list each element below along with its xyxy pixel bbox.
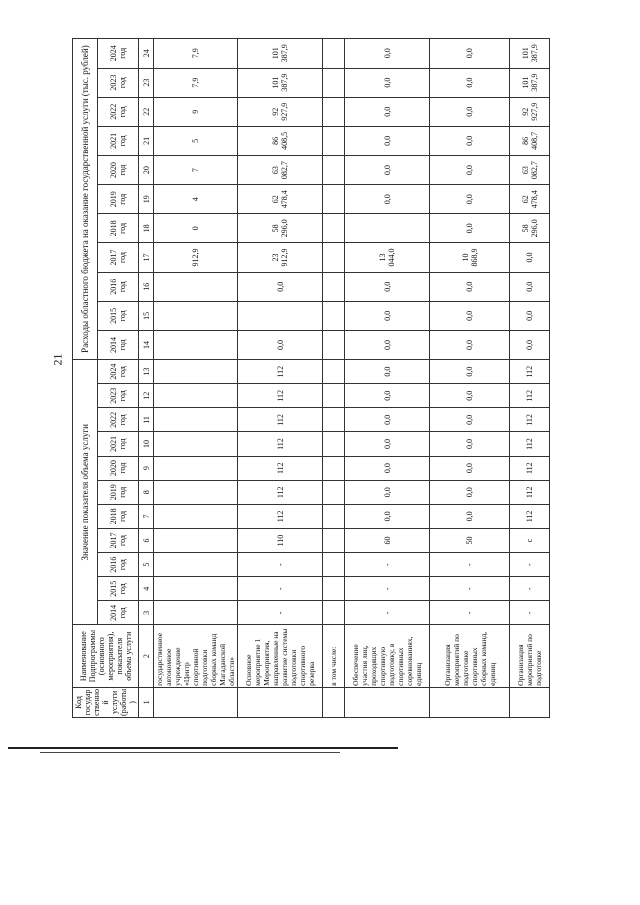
volume-year-header: 2018 год	[98, 504, 139, 528]
cell-volume: 112	[510, 408, 550, 432]
volume-year-header: 2015 год	[98, 577, 139, 601]
cell-expense: 10 868,9	[430, 243, 510, 272]
cell-expense: 13 044,0	[345, 243, 430, 272]
cell-name: Организация мероприятий по подготовке	[510, 625, 550, 687]
cell-expense	[323, 39, 345, 69]
cell-expense: 92 927,9	[510, 97, 550, 126]
cell-expense: 58 296,0	[238, 214, 323, 243]
expense-year-header: 2017 год	[98, 243, 139, 272]
table-row	[510, 39, 550, 718]
column-number: 22	[139, 97, 154, 126]
column-number: 3	[139, 601, 154, 625]
column-number: 7	[139, 504, 154, 528]
cell-expense: 0,0	[430, 330, 510, 359]
cell-code	[430, 687, 510, 717]
table-row	[345, 39, 430, 718]
cell-volume: 112	[510, 360, 550, 384]
cell-expense: 5	[154, 126, 238, 155]
cell-volume: -	[510, 553, 550, 577]
cell-volume	[323, 456, 345, 480]
cell-expense: 0,0	[430, 97, 510, 126]
column-number: 18	[139, 214, 154, 243]
volume-year-header: 2017 год	[98, 528, 139, 552]
cell-expense: 92 927,9	[238, 97, 323, 126]
cell-expense	[323, 97, 345, 126]
cell-expense: 0,0	[430, 68, 510, 97]
volume-year-header: 2022 год	[98, 408, 139, 432]
cell-volume	[323, 601, 345, 625]
cell-volume: 0,0	[345, 408, 430, 432]
cell-volume: 0,0	[430, 504, 510, 528]
cell-volume: 0,0	[430, 480, 510, 504]
cell-volume: 112	[510, 504, 550, 528]
column-number: 1	[139, 687, 154, 717]
cell-expense: 101 387,9	[238, 39, 323, 69]
cell-expense: 101 387,9	[510, 68, 550, 97]
cell-expense	[323, 68, 345, 97]
column-number: 19	[139, 185, 154, 214]
cell-volume: 112	[510, 480, 550, 504]
table-body	[154, 39, 550, 718]
cell-expense: 0,0	[345, 185, 430, 214]
cell-volume: 60	[345, 528, 430, 552]
cell-volume: 0,0	[430, 360, 510, 384]
cell-volume	[323, 408, 345, 432]
cell-name: в том числе:	[323, 625, 345, 687]
cell-volume: 112	[238, 384, 323, 408]
expense-year-header: 2015 год	[98, 301, 139, 330]
column-number: 13	[139, 360, 154, 384]
table-row	[323, 39, 345, 718]
cell-expense	[238, 301, 323, 330]
cell-expense	[323, 126, 345, 155]
column-number: 14	[139, 330, 154, 359]
services-table	[72, 38, 550, 718]
cell-code	[345, 687, 430, 717]
cell-expense: 0,0	[345, 126, 430, 155]
cell-volume	[323, 480, 345, 504]
cell-volume: -	[510, 577, 550, 601]
volume-year-header: 2019 год	[98, 480, 139, 504]
cell-volume: 0,0	[430, 456, 510, 480]
cell-expense: 0,0	[345, 68, 430, 97]
column-number: 6	[139, 528, 154, 552]
cell-expense	[323, 185, 345, 214]
cell-expense: 0,0	[238, 330, 323, 359]
cell-volume: 50	[430, 528, 510, 552]
cell-expense: 0,0	[345, 97, 430, 126]
cell-volume: 112	[510, 432, 550, 456]
column-number: 17	[139, 243, 154, 272]
cell-volume	[323, 504, 345, 528]
cell-expense	[323, 156, 345, 185]
cell-volume	[154, 601, 238, 625]
cell-expense	[154, 330, 238, 359]
column-number: 4	[139, 577, 154, 601]
volume-year-header: 2023 год	[98, 384, 139, 408]
column-number: 10	[139, 432, 154, 456]
column-number-row	[139, 39, 154, 718]
cell-volume	[154, 456, 238, 480]
cell-expense: 0,0	[430, 39, 510, 69]
volume-year-header: 2021 год	[98, 432, 139, 456]
header-name: Наименование Подпрограммы (основного мероприятия), показателя объема услуги	[73, 625, 139, 687]
cell-expense: 0,0	[345, 39, 430, 69]
cell-volume: 0,0	[345, 456, 430, 480]
cell-expense: 62 478,4	[238, 185, 323, 214]
column-number: 2	[139, 625, 154, 687]
cell-volume: 0,0	[345, 480, 430, 504]
cell-expense: 0	[154, 214, 238, 243]
cell-expense: 912,9	[154, 243, 238, 272]
header-code: Код государственной услуги (работы)	[74, 688, 137, 716]
cell-volume	[154, 384, 238, 408]
cell-volume: 0,0	[345, 504, 430, 528]
cell-volume: 112	[510, 384, 550, 408]
cell-expense: 7,9	[154, 68, 238, 97]
cell-volume	[323, 384, 345, 408]
cell-volume: 112	[238, 456, 323, 480]
cell-volume: 110	[238, 528, 323, 552]
cell-expense: 9	[154, 97, 238, 126]
cell-volume: -	[510, 601, 550, 625]
cell-expense: 58 296,0	[510, 214, 550, 243]
column-number: 24	[139, 39, 154, 69]
cell-volume	[154, 504, 238, 528]
cell-volume: 0,0	[345, 360, 430, 384]
table-viewport	[72, 38, 620, 718]
cell-volume: 112	[510, 456, 550, 480]
cell-expense: 62 478,4	[510, 185, 550, 214]
cell-expense: 0,0	[510, 243, 550, 272]
cell-expense	[323, 214, 345, 243]
expense-year-header: 2022 год	[98, 97, 139, 126]
rotated-table-container	[72, 38, 620, 718]
cell-volume: 0,0	[430, 408, 510, 432]
table-row	[154, 39, 238, 718]
cell-volume: 0,0	[345, 432, 430, 456]
cell-volume: 112	[238, 432, 323, 456]
expense-year-header: 2014 год	[98, 330, 139, 359]
cell-name: Организация мероприятий по подготовке спортивных сборных команд, единиц	[430, 625, 510, 687]
cell-volume: -	[430, 553, 510, 577]
expense-year-header: 2019 год	[98, 185, 139, 214]
expense-year-header: 2021 год	[98, 126, 139, 155]
column-number: 23	[139, 68, 154, 97]
expense-year-header: 2018 год	[98, 214, 139, 243]
volume-year-header: 2016 год	[98, 553, 139, 577]
cell-expense: 86 408,5	[238, 126, 323, 155]
cell-name: государственное автономное учреждение «Центр спортивной подготовки сборных команд Магаданской области»	[154, 625, 238, 687]
cell-volume	[323, 360, 345, 384]
cell-volume: с	[510, 528, 550, 552]
cell-volume: 0,0	[345, 384, 430, 408]
cell-expense: 23 912,9	[238, 243, 323, 272]
column-number: 16	[139, 272, 154, 301]
cell-volume	[154, 528, 238, 552]
cell-expense	[323, 330, 345, 359]
cell-expense	[323, 301, 345, 330]
volume-year-header: 2020 год	[98, 456, 139, 480]
cell-volume	[154, 360, 238, 384]
cell-expense: 7,9	[154, 39, 238, 69]
cell-volume	[154, 577, 238, 601]
column-number: 9	[139, 456, 154, 480]
cell-volume: -	[345, 601, 430, 625]
cell-expense: 0,0	[430, 156, 510, 185]
cell-expense: 63 082,7	[238, 156, 323, 185]
divider-line	[8, 747, 398, 749]
table-row	[238, 39, 323, 718]
cell-name: Обеспечение участия лиц, проходящих спортивную подготовку, в спортивных соревнованиях, единиц	[345, 625, 430, 687]
cell-expense: 101 387,9	[238, 68, 323, 97]
cell-volume: -	[430, 577, 510, 601]
volume-year-header: 2024 год	[98, 360, 139, 384]
cell-volume: -	[345, 577, 430, 601]
column-number: 15	[139, 301, 154, 330]
expense-year-header: 2020 год	[98, 156, 139, 185]
cell-expense	[345, 214, 430, 243]
cell-volume	[154, 553, 238, 577]
cell-expense: 4	[154, 185, 238, 214]
cell-expense: 0,0	[510, 301, 550, 330]
expense-year-header: 2024 год	[98, 39, 139, 69]
cell-expense: 101 387,9	[510, 39, 550, 69]
cell-expense: 0,0	[510, 272, 550, 301]
cell-volume: 112	[238, 360, 323, 384]
cell-code	[154, 687, 238, 717]
cell-volume	[154, 408, 238, 432]
cell-expense	[323, 243, 345, 272]
cell-expense: 86 408,7	[510, 126, 550, 155]
cell-expense: 0,0	[238, 272, 323, 301]
cell-code	[510, 687, 550, 717]
page-number: 21	[50, 353, 65, 366]
column-number: 21	[139, 126, 154, 155]
cell-expense	[154, 272, 238, 301]
expense-year-header: 2023 год	[98, 68, 139, 97]
expense-year-header: 2016 год	[98, 272, 139, 301]
column-number: 11	[139, 408, 154, 432]
cell-code	[323, 687, 345, 717]
cell-volume: 0,0	[430, 384, 510, 408]
cell-expense: 0,0	[345, 301, 430, 330]
cell-volume: -	[345, 553, 430, 577]
cell-expense	[154, 301, 238, 330]
cell-volume: -	[238, 553, 323, 577]
cell-volume	[323, 577, 345, 601]
cell-volume	[323, 553, 345, 577]
column-number: 20	[139, 156, 154, 185]
cell-volume	[154, 432, 238, 456]
cell-volume: 112	[238, 408, 323, 432]
cell-expense: 0,0	[430, 272, 510, 301]
year-header-row	[98, 39, 139, 718]
cell-expense: 0,0	[430, 185, 510, 214]
table-row	[430, 39, 510, 718]
cell-volume: -	[238, 601, 323, 625]
cell-volume	[154, 480, 238, 504]
cell-volume	[323, 432, 345, 456]
column-number: 5	[139, 553, 154, 577]
cell-volume: -	[430, 601, 510, 625]
cell-name: Основное мероприятие 1 Мероприятия, направленные на развитие системы подготовки спортивного резерва	[238, 625, 323, 687]
cell-expense: 0,0	[345, 330, 430, 359]
cell-volume: 112	[238, 504, 323, 528]
cell-volume: -	[238, 577, 323, 601]
cell-code	[238, 687, 323, 717]
cell-expense: 0,0	[345, 156, 430, 185]
volume-year-header: 2014 год	[98, 601, 139, 625]
header-expense-group: Расходы областного бюджета на оказание государственной услуги (тыс. рублей)	[73, 39, 98, 360]
cell-expense: 0,0	[345, 272, 430, 301]
column-number: 8	[139, 480, 154, 504]
cell-volume: 112	[238, 480, 323, 504]
cell-expense: 0,0	[510, 330, 550, 359]
cell-volume	[323, 528, 345, 552]
cell-expense: 0,0	[430, 126, 510, 155]
header-volume-group: Значение показателя объема услуги	[73, 360, 98, 625]
divider-line-thin	[40, 752, 340, 753]
cell-volume: 0,0	[430, 432, 510, 456]
column-number: 12	[139, 384, 154, 408]
cell-expense: 7	[154, 156, 238, 185]
cell-expense: 0,0	[430, 301, 510, 330]
cell-expense: 63 082,7	[510, 156, 550, 185]
cell-expense	[323, 272, 345, 301]
cell-expense: 0,0	[430, 214, 510, 243]
